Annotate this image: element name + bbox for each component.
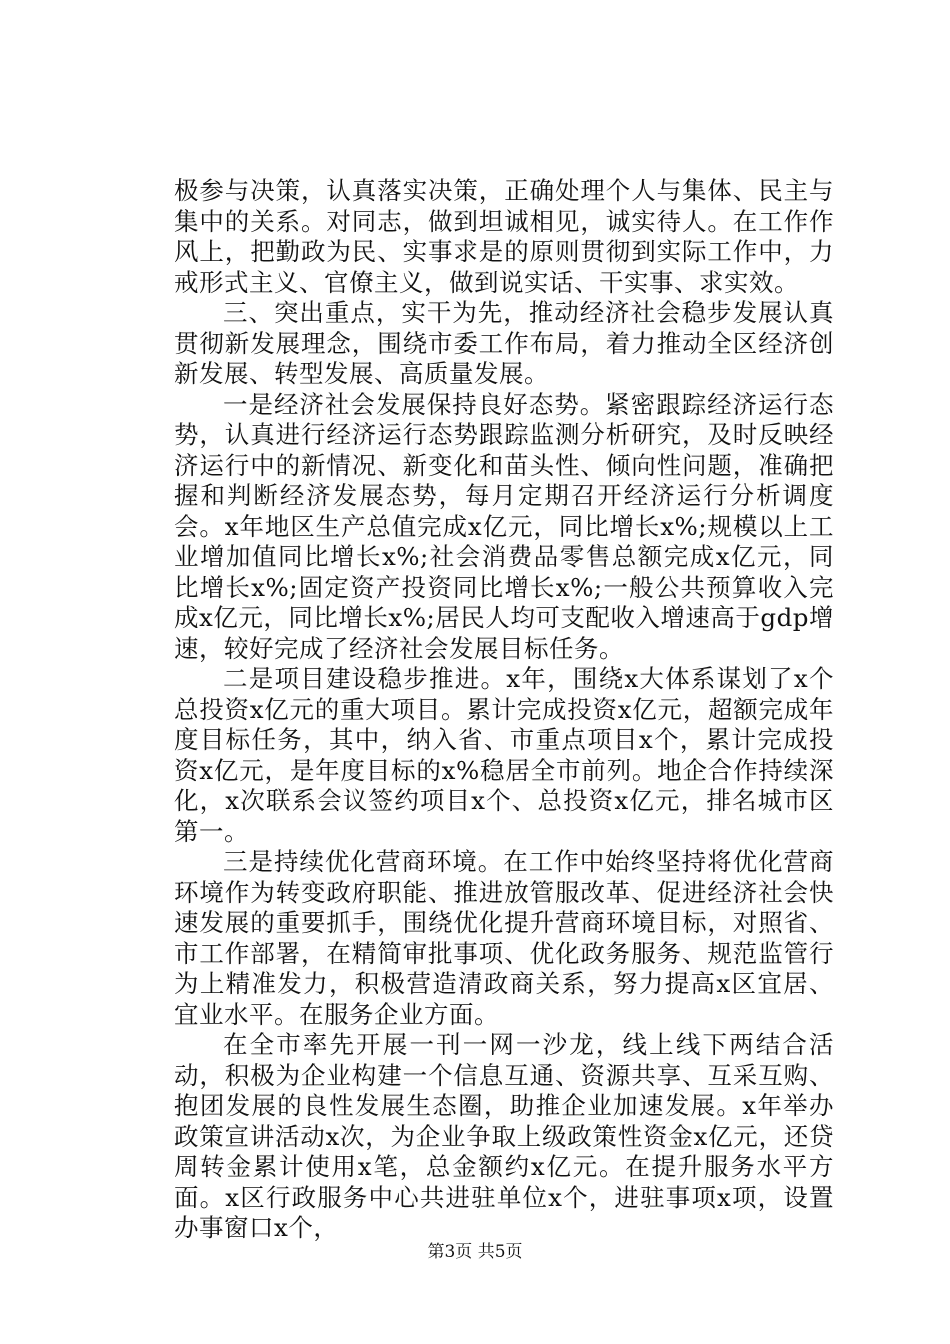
paragraph-enterprise-service: 在全市率先开展一刊一网一沙龙，线上线下两结合活动，积极为企业构建一个信息互通、资源共享、互采互购、抱团发展的良性发展生态圈，助推企业加速发展。x年举办政策宣讲活动x次，为企业争取上级政策性资金x亿元，还贷周转金累计使用x笔，总金额约x亿元。在提升服务水平方面。x区行政服务中心共进驻单位x个，进驻事项x项，设置办事窗口x个， <box>174 1030 834 1242</box>
paragraph-economic-development: 一是经济社会发展保持良好态势。紧密跟踪经济运行态势，认真进行经济运行态势跟踪监测分析研究，及时反映经济运行中的新情况、新变化和苗头性、倾向性问题，准确把握和判断经济发展态势，每月定期召开经济运行分析调度会。x年地区生产总值完成x亿元，同比增长x%;规模以上工业增加值同比增长x%;社会消费品零售总额完成x亿元，同比增长x%;固定资产投资同比增长x%;一般公共预算收入完成x亿元，同比增长x%;居民人均可支配收入增速高于gdp增速，较好完成了经济社会发展目标任务。 <box>174 389 834 663</box>
document-body <box>174 176 834 1244</box>
paragraph-project-construction: 二是项目建设稳步推进。x年，围绕x大体系谋划了x个总投资x亿元的重大项目。累计完成投资x亿元，超额完成年度目标任务，其中，纳入省、市重点项目x个，累计完成投资x亿元，是年度目标的x%稳居全市前列。地企合作持续深化，x次联系会议签约项目x个、总投资x亿元，排名城市区第一。 <box>174 664 834 846</box>
paragraph-continuation: 极参与决策，认真落实决策，正确处理个人与集体、民主与集中的关系。对同志，做到坦诚相见，诚实待人。在工作作风上，把勤政为民、实事求是的原则贯彻到实际工作中，力戒形式主义、官僚主义，做到说实话、干实事、求实效。 <box>174 176 834 297</box>
paragraph-section-three-heading: 三、突出重点，实干为先，推动经济社会稳步发展认真贯彻新发展理念，围绕市委工作布局，着力推动全区经济创新发展、转型发展、高质量发展。 <box>174 298 834 388</box>
paragraph-business-environment: 三是持续优化营商环境。在工作中始终坚持将优化营商环境作为转变政府职能、推进放管服改革、促进经济社会快速发展的重要抓手，围绕优化提升营商环境目标，对照省、市工作部署，在精简审批事项、优化政务服务、规范监管行为上精准发力，积极营造清政商关系，努力提高x区宜居、宜业水平。在服务企业方面。 <box>174 847 834 1029</box>
page-number-footer: 第3页 共5页 <box>427 1242 523 1262</box>
